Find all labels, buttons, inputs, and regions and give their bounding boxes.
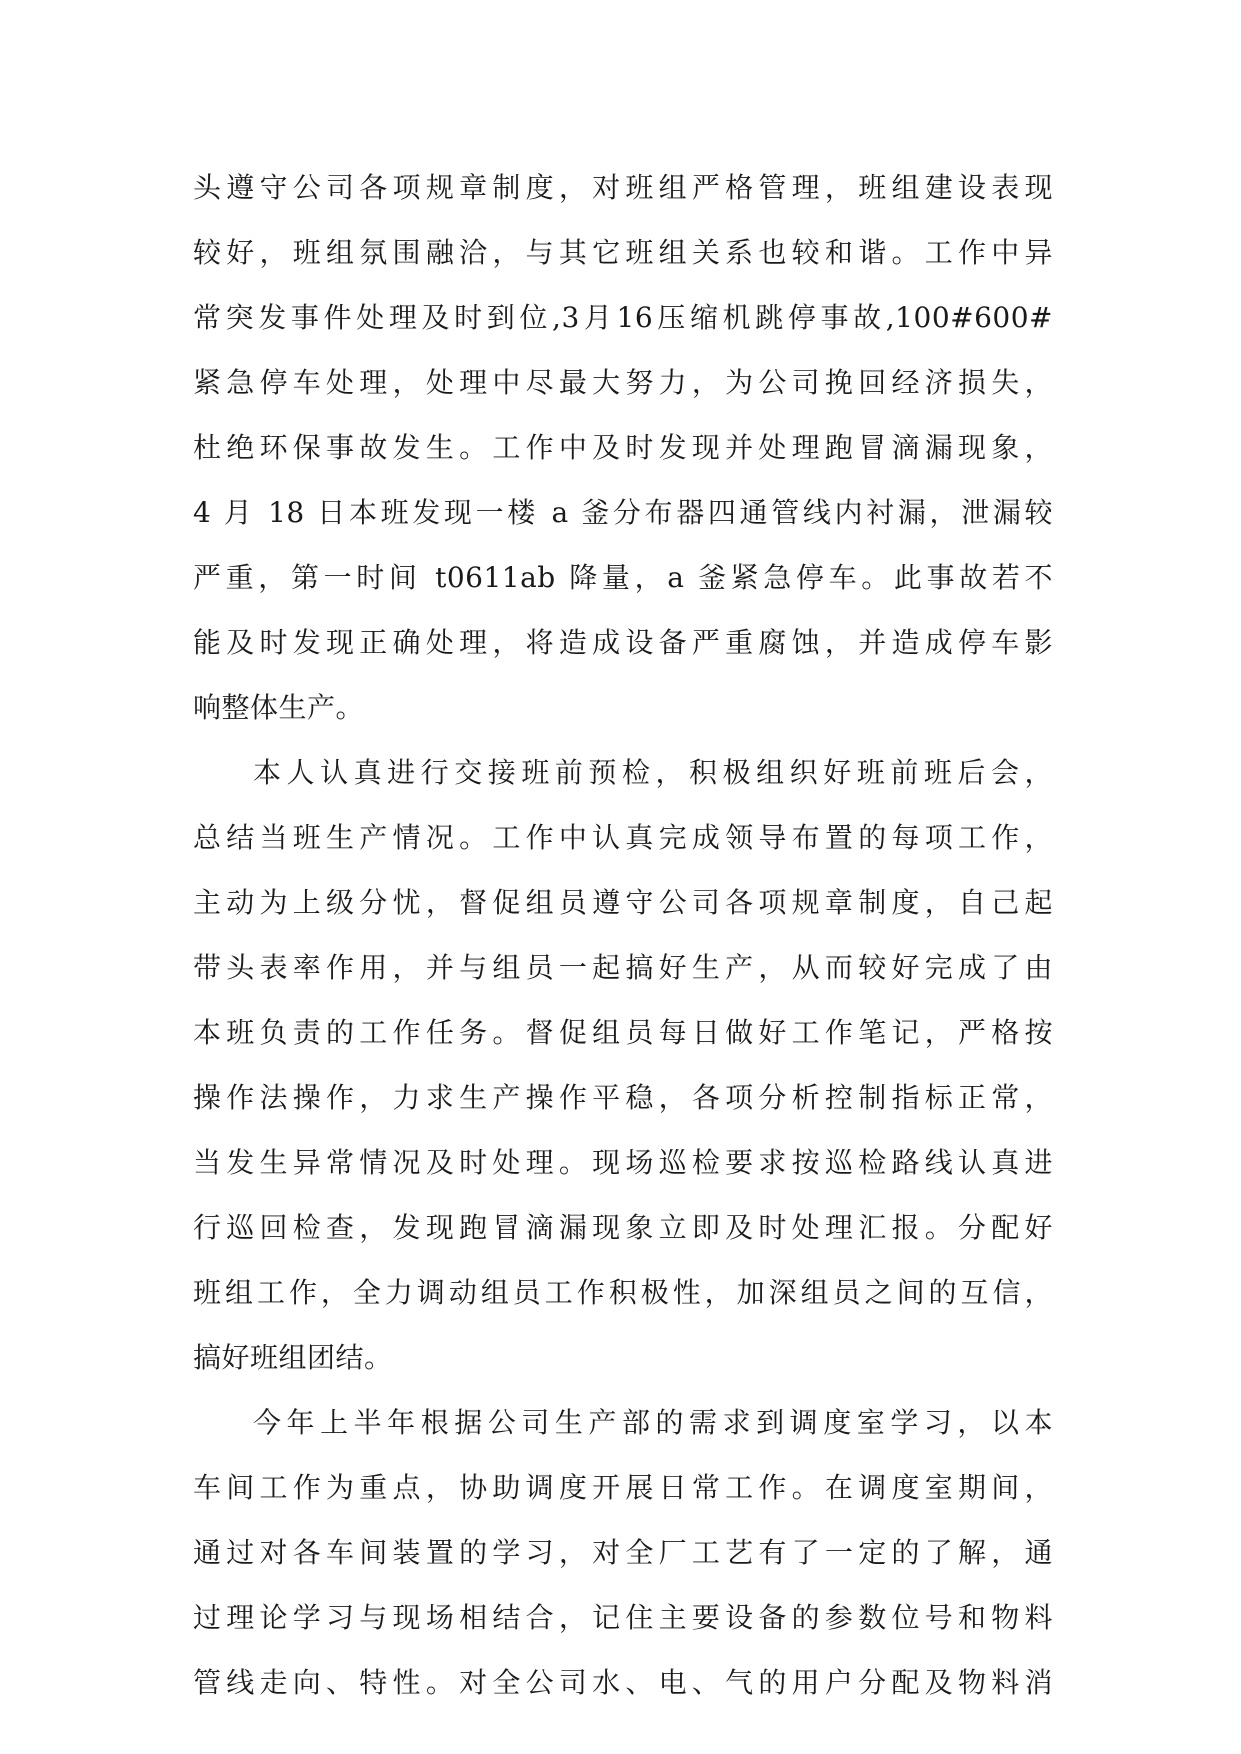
text-line: 常突发事件处理及时到位,3月16压缩机跳停事故,100#600# — [193, 301, 1053, 334]
text-line: 4 月 18 日本班发现一楼 a 釜分布器四通管线内衬漏，泄漏较 — [193, 496, 1053, 529]
text-line: 班组工作，全力调动组员工作积极性，加深组员之间的互信， — [193, 1276, 1053, 1309]
text-line: 管线走向、特性。对全公司水、电、气的用户分配及物料消 — [193, 1666, 1053, 1699]
text-line: 今年上半年根据公司生产部的需求到调度室学习，以本 — [253, 1406, 1053, 1439]
text-line: 操作法操作，力求生产操作平稳，各项分析控制指标正常， — [193, 1081, 1053, 1114]
text-line: 带头表率作用，并与组员一起搞好生产，从而较好完成了由 — [193, 951, 1053, 984]
text-line: 本班负责的工作任务。督促组员每日做好工作笔记，严格按 — [193, 1016, 1053, 1049]
text-line: 响整体生产。 — [193, 691, 365, 724]
text-line: 搞好班组团结。 — [193, 1341, 393, 1374]
text-line: 杜绝环保事故发生。工作中及时发现并处理跑冒滴漏现象， — [193, 431, 1053, 464]
paragraph-1 — [193, 155, 1053, 740]
text-line: 过理论学习与现场相结合，记住主要设备的参数位号和物料 — [193, 1601, 1053, 1634]
text-line: 紧急停车处理，处理中尽最大努力，为公司挽回经济损失， — [193, 366, 1053, 399]
text-line: 能及时发现正确处理，将造成设备严重腐蚀，并造成停车影 — [193, 626, 1053, 659]
text-line: 主动为上级分忧，督促组员遵守公司各项规章制度，自己起 — [193, 886, 1053, 919]
paragraph-2 — [193, 740, 1053, 1390]
text-line: 当发生异常情况及时处理。现场巡检要求按巡检路线认真进 — [193, 1146, 1053, 1179]
text-line: 车间工作为重点，协助调度开展日常工作。在调度室期间， — [193, 1471, 1053, 1504]
text-line: 本人认真进行交接班前预检，积极组织好班前班后会， — [253, 756, 1053, 789]
text-line: 通过对各车间装置的学习，对全厂工艺有了一定的了解，通 — [193, 1536, 1053, 1569]
text-line: 较好，班组氛围融洽，与其它班组关系也较和谐。工作中异 — [193, 236, 1053, 269]
text-line: 行巡回检查，发现跑冒滴漏现象立即及时处理汇报。分配好 — [193, 1211, 1053, 1244]
text-line: 头遵守公司各项规章制度，对班组严格管理，班组建设表现 — [193, 171, 1053, 204]
text-line: 严重，第一时间 t0611ab 降量，a 釜紧急停车。此事故若不 — [193, 561, 1053, 594]
document-body — [193, 155, 1053, 1715]
text-line: 总结当班生产情况。工作中认真完成领导布置的每项工作， — [193, 821, 1053, 854]
paragraph-3 — [193, 1390, 1053, 1715]
